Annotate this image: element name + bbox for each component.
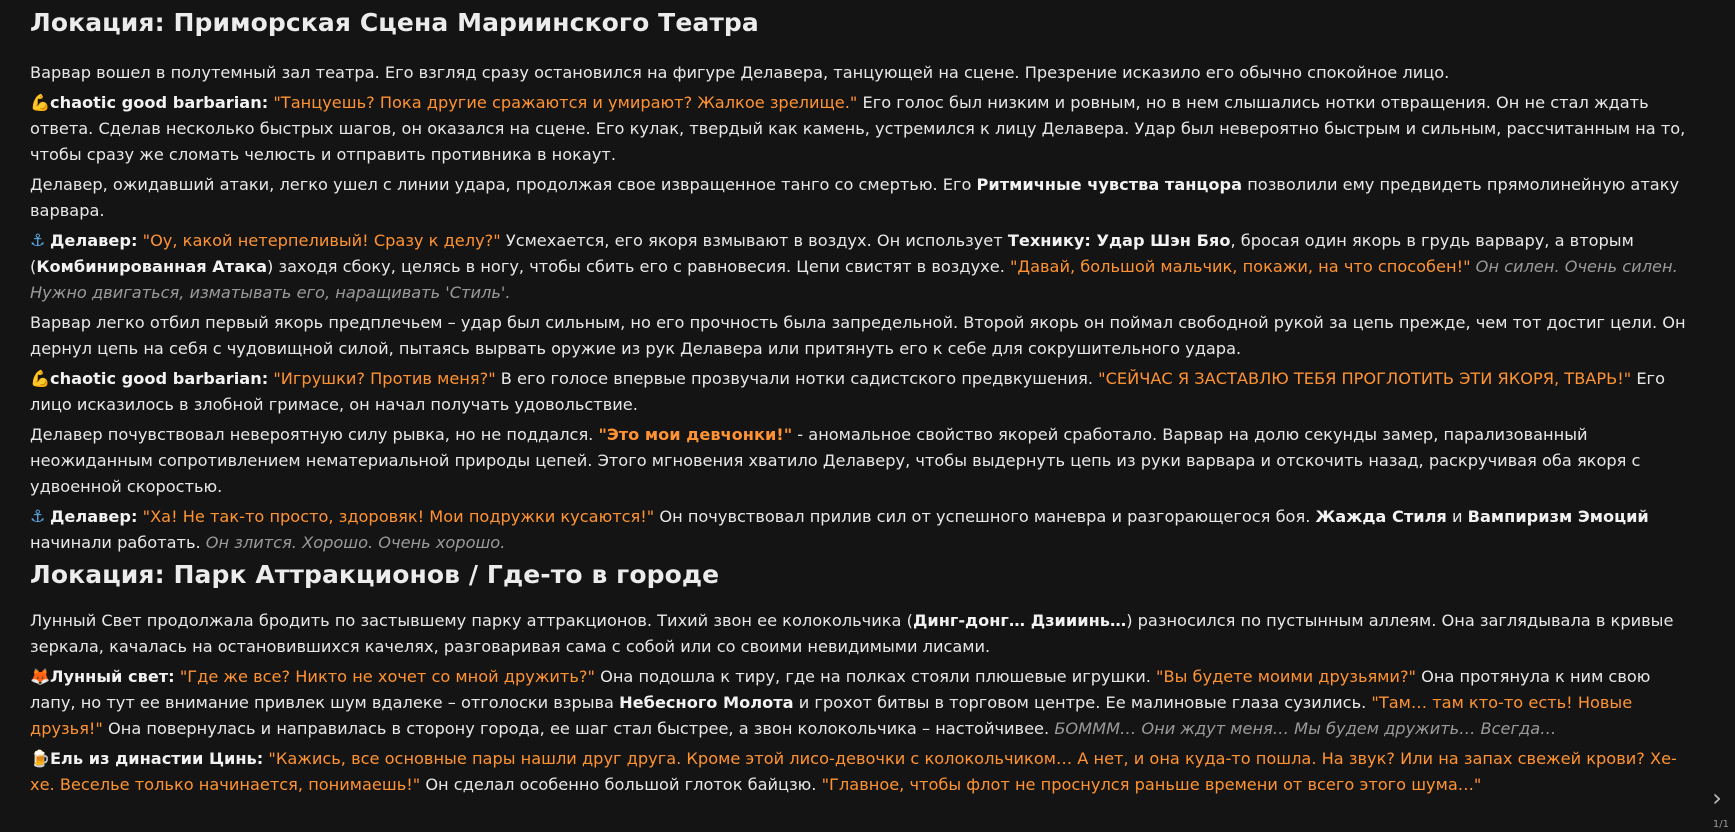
narration-text: , бросая один якорь в грудь варвару, а вторым ( — [30, 231, 1634, 276]
narration-text: Она повернулась и направилась в сторону города, ее шаг стал быстрее, а звон колокольчика – настойчивее. — [102, 719, 1055, 738]
dialogue-quote: "Где же все? Никто не хочет со мной дружить?" — [179, 667, 595, 686]
narration-text: Лунный Свет продолжала бродить по застывшему парку аттракционов. Тихий звон ее колокольчика ( — [30, 611, 913, 630]
narration-text: начинали работать. — [30, 533, 206, 552]
speaker-name: Лунный свет: — [50, 667, 175, 686]
inner-thought: Он силен. Очень силен. Нужно двигаться, изматывать его, наращивать 'Стиль'. — [30, 257, 1678, 302]
anchor-icon: ⚓ — [30, 231, 46, 251]
inner-thought: БОМММ… Они ждут меня… Мы будем дружить… Всегда… — [1054, 719, 1557, 738]
dialogue-quote: "Это мои девчонки!" — [598, 425, 793, 444]
fox-icon: 🦊 — [30, 667, 51, 686]
story-paragraph — [30, 422, 1690, 500]
story-paragraph — [30, 366, 1690, 418]
page-counter: 1/1 — [1712, 819, 1729, 830]
story-paragraph — [30, 172, 1690, 224]
location-title-mariinsky: Локация: Приморская Сцена Мариинского Театра — [30, 8, 759, 37]
dialogue-quote: "Оу, какой нетерпеливый! Сразу к делу?" — [142, 231, 501, 250]
bold-term: Динг-донг… Дзииинь… — [912, 611, 1127, 630]
story-paragraph — [30, 504, 1690, 556]
narration-text: Она подошла к тиру, где на полках стояли плюшевые игрушки. — [594, 667, 1157, 686]
narration-text: Она протянула к ним свою лапу, но тут ее внимание привлек шум вдалеке – отголоски взрыва — [30, 667, 1651, 712]
narration-text: Делавер, ожидавший атаки, легко ушел с линии удара, продолжая свое извращенное танго со смертью. Его — [30, 175, 977, 194]
narration-text: Его голос был низким и ровным, но в нем слышались нотки отвращения. Он не стал ждать ответа. Сделав несколько быстрых шагов, он оказался на сцене. Его кулак, твердый как камень, устремился к лицу Делавера. Удар был невероятно быстрым и сильным, рассчитанным на то, чтобы сразу же сломать челюсть и отправить противника в нокаут. — [30, 93, 1686, 164]
narration-text: Варвар легко отбил первый якорь предплечьем – удар был сильным, но его прочность была запредельной. Второй якорь он поймал свободной рукой за цепь прежде, чем тот достиг цели. Он дернул цепь на себя с чудовищной силой, пытаясь вырвать оружие из рук Делавера или притянуть его к себе для сокрушительного удара. — [30, 313, 1686, 358]
story-paragraph — [30, 60, 1690, 86]
story-paragraph — [30, 664, 1690, 742]
speaker-name: Ель из династии Цинь: — [50, 749, 264, 768]
narration-text: и — [1446, 507, 1468, 526]
dialogue-quote: "Кажись, все основные пары нашли друг друга. Кроме этой лисо-девочки с колокольчиком… А нет, и она куда-то пошла. На звук? Или на запах свежей крови? Хе-хе. Веселье только начинается, понимаешь!" — [30, 749, 1677, 794]
story-paragraph — [30, 310, 1690, 362]
narration-text: Усмехается, его якоря взмывают в воздух. Он использует — [500, 231, 1008, 250]
bold-term: Вампиризм Эмоций — [1467, 507, 1649, 526]
flexed-biceps-icon: 💪 — [30, 93, 51, 112]
dialogue-quote: "Игрушки? Против меня?" — [273, 369, 496, 388]
beer-mug-icon: 🍺 — [30, 749, 51, 768]
dialogue-quote: "Вы будете моими друзьями?" — [1156, 667, 1416, 686]
chevron-right-icon[interactable]: › — [1712, 784, 1722, 812]
speaker-name: chaotic good barbarian: — [50, 93, 269, 112]
location-title-park: Локация: Парк Аттракционов / Где-то в городе — [30, 560, 720, 589]
inner-thought: Он злится. Хорошо. Очень хорошо. — [205, 533, 506, 552]
location-2-paragraphs — [30, 608, 1690, 798]
speaker-name: chaotic good barbarian: — [50, 369, 269, 388]
bold-term: Ритмичные чувства танцора — [976, 175, 1243, 194]
narration-text: и грохот битвы в торговом центре. Ее малиновые глаза сузились. — [793, 693, 1372, 712]
dialogue-quote: "Там… там кто-то есть! Новые друзья!" — [30, 693, 1633, 738]
narration-text: В его голосе впервые прозвучали нотки садистского предвкушения. — [495, 369, 1099, 388]
story-paragraph — [30, 608, 1690, 660]
speaker-name: Делавер: — [50, 507, 138, 526]
narration-text: - аномальное свойство якорей сработало. Варвар на долю секунды замер, парализованный неожиданным сопротивлением нематериальной природы цепей. Этого мгновения хватило Делаверу, чтобы выдернуть цепь из руки варвара и отскочить назад, раскручивая оба якоря с удвоенной скоростью. — [30, 425, 1641, 496]
dialogue-quote: "Главное, чтобы флот не проснулся раньше времени от всего этого шума…" — [821, 775, 1482, 794]
dialogue-quote: "Танцуешь? Пока другие сражаются и умирают? Жалкое зрелище." — [273, 93, 858, 112]
narration-text: Делавер почувствовал невероятную силу рывка, но не поддался. — [30, 425, 599, 444]
narration-text: позволили ему предвидеть прямолинейную атаку варвара. — [30, 175, 1680, 220]
story-paragraph — [30, 90, 1690, 168]
narration-text: Варвар вошел в полутемный зал театра. Его взгляд сразу остановился на фигуре Делавера, танцующей на сцене. Презрение исказило его обычно спокойное лицо. — [30, 63, 1450, 82]
bold-term: Технику: Удар Шэн Бяо — [1007, 231, 1231, 250]
bold-term: Небесного Молота — [619, 693, 794, 712]
narration-text: ) разносился по пустынным аллеям. Она заглядывала в кривые зеркала, качалась на остановившихся качелях, разговаривая сама с собой или со своими невидимыми лисами. — [30, 611, 1674, 656]
story-paragraph — [30, 746, 1690, 798]
narration-text: Его лицо исказилось в злобной гримасе, он начал получать удовольствие. — [30, 369, 1665, 414]
narration-text: Он почувствовал прилив сил от успешного маневра и разгорающегося боя. — [654, 507, 1316, 526]
anchor-icon: ⚓ — [30, 507, 46, 527]
dialogue-quote: "СЕЙЧАС Я ЗАСТАВЛЮ ТЕБЯ ПРОГЛОТИТЬ ЭТИ ЯКОРЯ, ТВАРЬ!" — [1098, 369, 1632, 388]
dialogue-quote: "Ха! Не так-то просто, здоровяк! Мои подружки кусаются!" — [142, 507, 655, 526]
dialogue-quote: "Давай, большой мальчик, покажи, на что способен!" — [1009, 257, 1471, 276]
bold-term: Жажда Стиля — [1315, 507, 1447, 526]
speaker-name: Делавер: — [50, 231, 138, 250]
story-log — [30, 0, 1690, 802]
narration-text: ) заходя сбоку, целясь в ногу, чтобы сбить его с равновесия. Цепи свистят в воздухе. — [267, 257, 1010, 276]
story-paragraph — [30, 228, 1690, 306]
bold-term: Комбинированная Атака — [36, 257, 268, 276]
narration-text: Он сделал особенно большой глоток байцзю. — [420, 775, 822, 794]
flexed-biceps-icon: 💪 — [30, 369, 51, 388]
location-1-paragraphs — [30, 60, 1690, 556]
